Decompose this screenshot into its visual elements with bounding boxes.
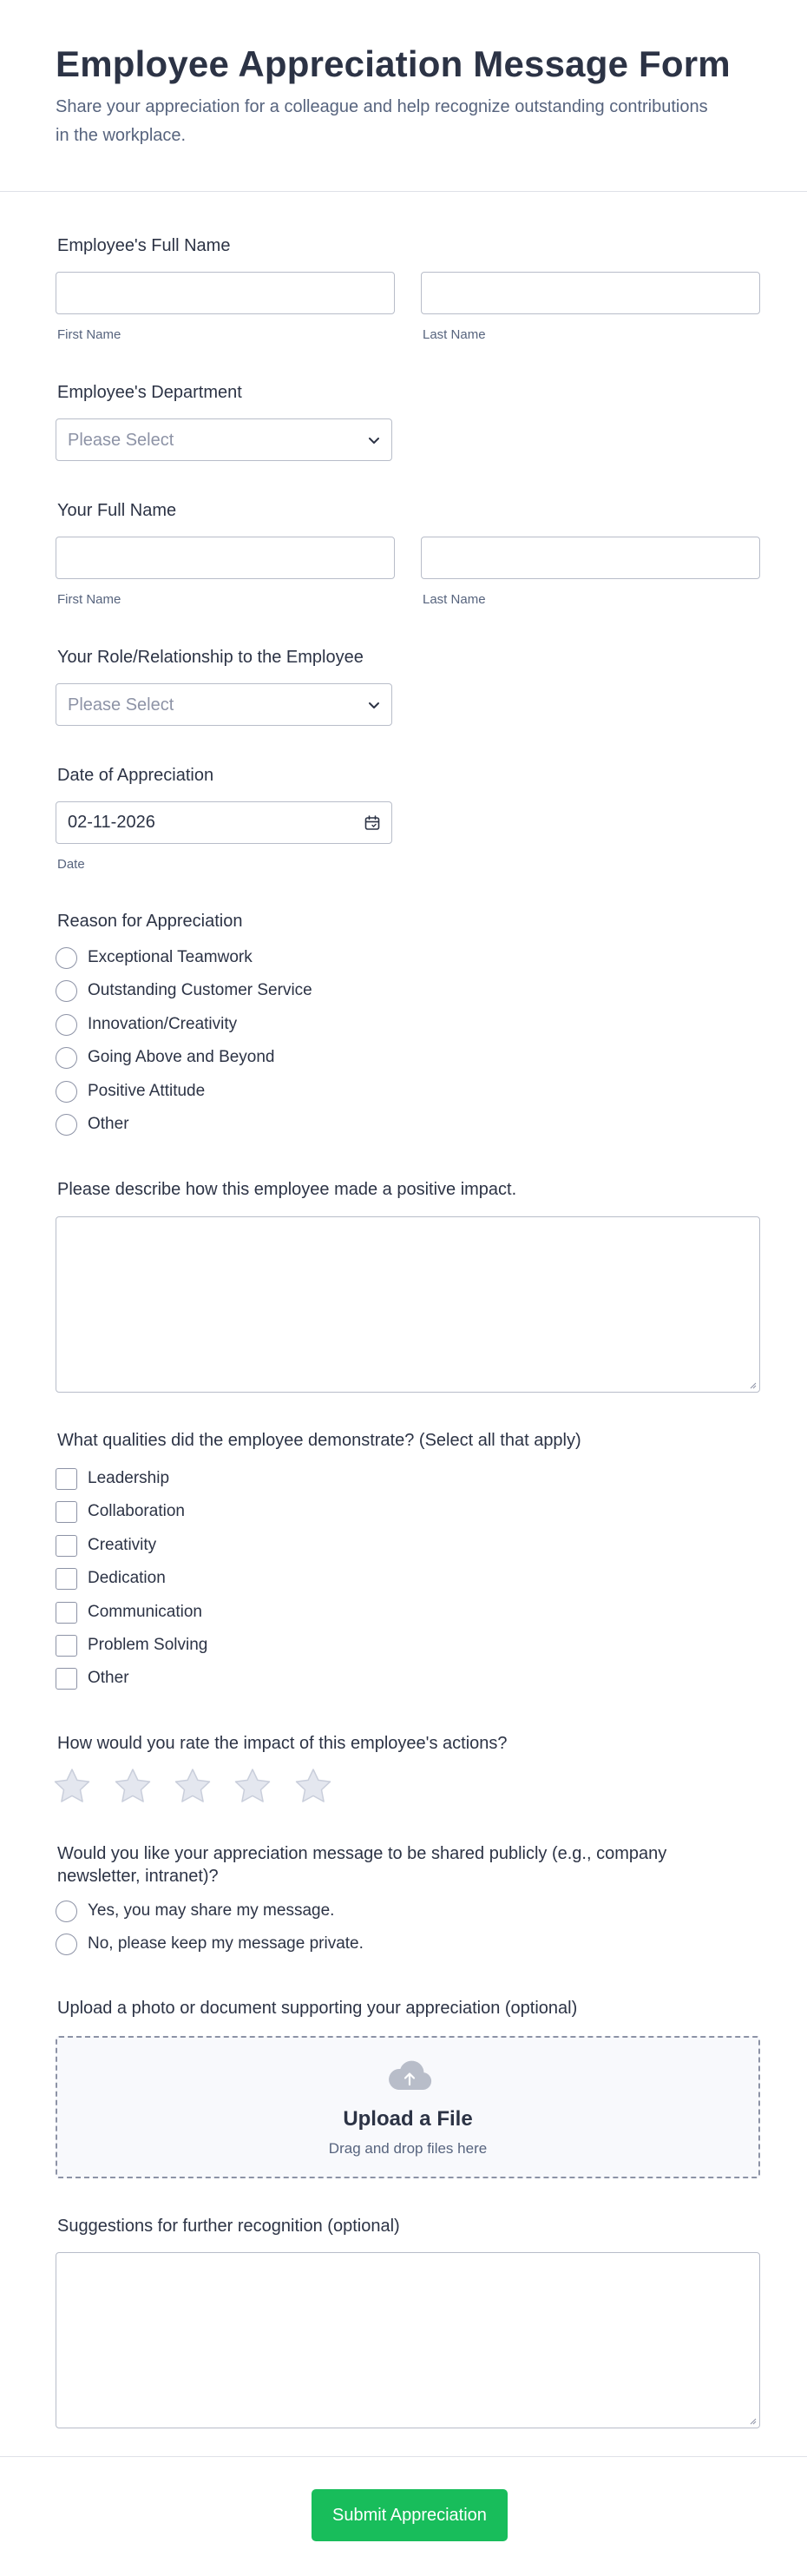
employee-last-name-input[interactable] (421, 272, 760, 314)
checkbox[interactable] (56, 1668, 77, 1690)
your-name-label: Your Full Name (57, 501, 177, 520)
checkbox[interactable] (56, 1501, 77, 1523)
qualities-label: What qualities did the employee demonstrate? (Select all that apply) (57, 1431, 581, 1450)
submit-button[interactable]: Submit Appreciation (312, 2489, 508, 2541)
upload-label: Upload a photo or document supporting your appreciation (optional) (57, 1999, 578, 2018)
impact-textarea[interactable] (56, 1216, 760, 1393)
impact-label: Please describe how this employee made a positive impact. (57, 1180, 517, 1199)
employee-first-name-sublabel: First Name (57, 327, 121, 342)
date-sublabel: Date (57, 857, 85, 872)
form-footer (0, 2456, 807, 2576)
calendar-icon[interactable] (364, 814, 381, 832)
star-icon[interactable] (294, 1768, 332, 1804)
radio-button[interactable] (56, 1081, 77, 1103)
upload-subtitle: Drag and drop files here (328, 2140, 488, 2157)
reason-label: Reason for Appreciation (57, 912, 243, 931)
resize-grip-icon[interactable] (748, 1380, 757, 1389)
suggestions-label: Suggestions for further recognition (optional) (57, 2217, 400, 2236)
quality-option-label: Communication (88, 1603, 202, 1621)
star-icon[interactable] (53, 1768, 91, 1804)
reason-option-label: Outstanding Customer Service (88, 981, 312, 999)
rating-label: How would you rate the impact of this employee's actions? (57, 1734, 508, 1753)
checkbox[interactable] (56, 1635, 77, 1657)
your-first-name-input[interactable] (56, 537, 395, 579)
your-role-label: Your Role/Relationship to the Employee (57, 648, 364, 667)
radio-button[interactable] (56, 1934, 77, 1955)
your-first-name-sublabel: First Name (57, 592, 121, 607)
radio-button[interactable] (56, 1014, 77, 1036)
checkbox[interactable] (56, 1568, 77, 1590)
star-icon[interactable] (114, 1768, 152, 1804)
checkbox[interactable] (56, 1602, 77, 1624)
upload-title: Upload a File (343, 2107, 473, 2131)
form-title: Employee Appreciation Message Form (56, 43, 731, 84)
reason-option-label: Going Above and Beyond (88, 1048, 275, 1066)
radio-button[interactable] (56, 947, 77, 969)
your-last-name-input[interactable] (421, 537, 760, 579)
employee-department-select[interactable] (56, 418, 392, 461)
quality-option-label: Other (88, 1669, 129, 1687)
date-input[interactable] (56, 801, 392, 844)
your-role-placeholder: Please Select (68, 695, 174, 715)
quality-option-label: Collaboration (88, 1502, 185, 1520)
cloud-upload-icon (387, 2060, 432, 2093)
employee-first-name-input[interactable] (56, 272, 395, 314)
file-upload-dropzone[interactable] (56, 2036, 760, 2178)
date-label: Date of Appreciation (57, 766, 214, 785)
chevron-down-icon (367, 698, 381, 712)
share-option-label: Yes, you may share my message. (88, 1901, 335, 1920)
employee-last-name-sublabel: Last Name (423, 327, 486, 342)
reason-option-label: Exceptional Teamwork (88, 948, 253, 966)
your-role-select[interactable] (56, 683, 392, 726)
form-header (0, 0, 807, 192)
quality-option-label: Creativity (88, 1536, 157, 1554)
form-subtitle: Share your appreciation for a colleague and help recognize outstanding contributions in the workplace. (56, 97, 708, 145)
share-option-label: No, please keep my message private. (88, 1934, 364, 1953)
star-icon[interactable] (233, 1768, 272, 1804)
quality-option-label: Problem Solving (88, 1636, 208, 1654)
suggestions-textarea[interactable] (56, 2252, 760, 2428)
your-last-name-sublabel: Last Name (423, 592, 486, 607)
checkbox[interactable] (56, 1535, 77, 1557)
star-icon[interactable] (174, 1768, 212, 1804)
resize-grip-icon[interactable] (748, 2416, 757, 2425)
quality-option-label: Leadership (88, 1469, 170, 1487)
radio-button[interactable] (56, 1114, 77, 1136)
employee-department-placeholder: Please Select (68, 431, 174, 450)
radio-button[interactable] (56, 980, 77, 1002)
share-label: Would you like your appreciation message to be shared publicly (e.g., company newsletter, intranet)? (57, 1844, 667, 1886)
chevron-down-icon (367, 433, 381, 447)
radio-button[interactable] (56, 1901, 77, 1922)
reason-option-label: Positive Attitude (88, 1082, 206, 1100)
radio-button[interactable] (56, 1047, 77, 1069)
quality-option-label: Dedication (88, 1569, 166, 1587)
reason-option-label: Other (88, 1115, 129, 1133)
employee-department-label: Employee's Department (57, 383, 242, 402)
checkbox[interactable] (56, 1468, 77, 1490)
employee-name-label: Employee's Full Name (57, 236, 231, 255)
reason-option-label: Innovation/Creativity (88, 1015, 238, 1033)
date-value: 02-11-2026 (68, 813, 155, 832)
